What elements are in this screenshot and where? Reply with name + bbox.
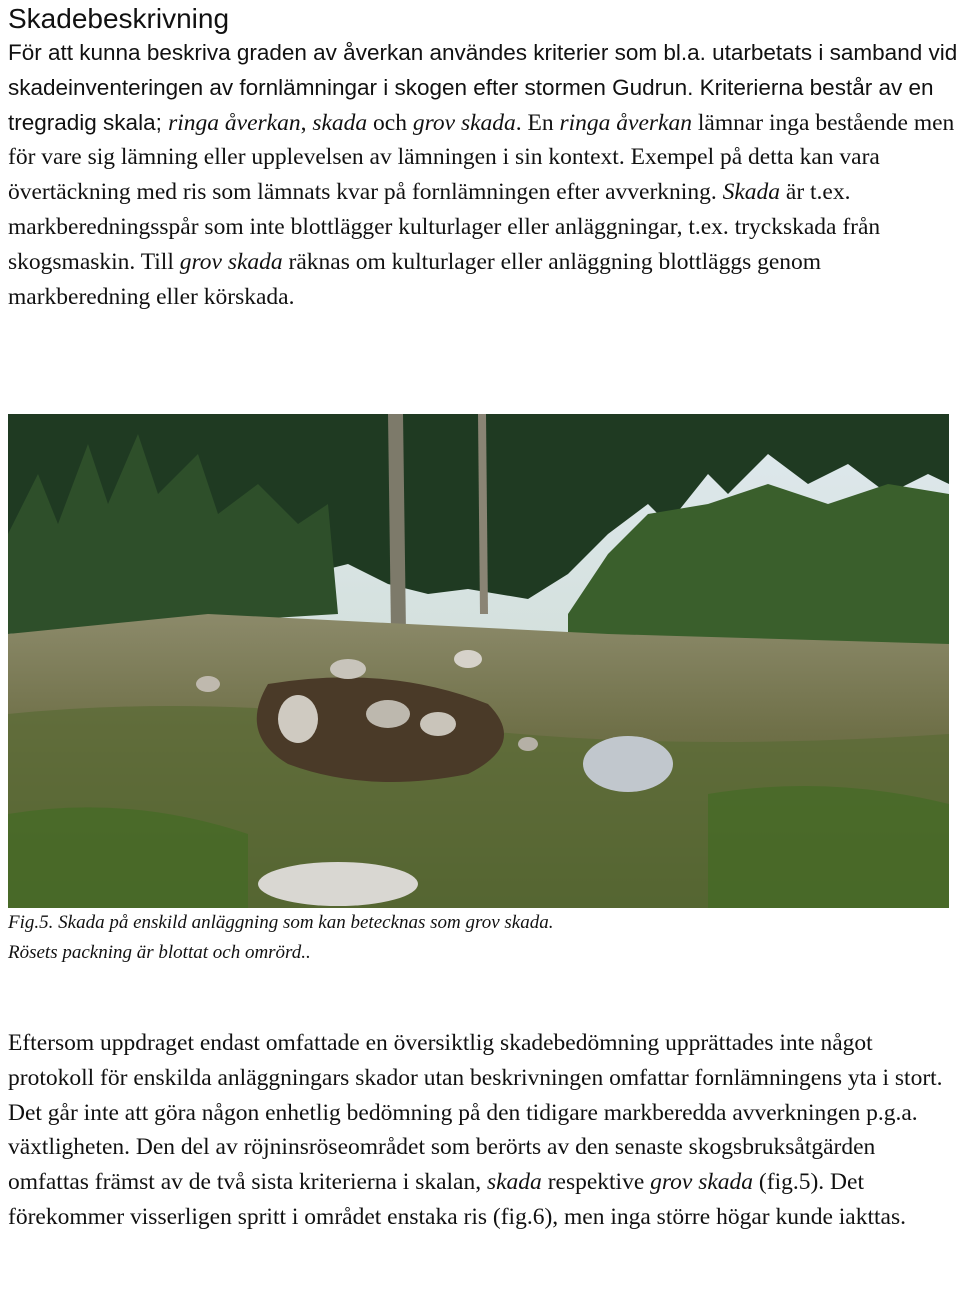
term-grov-skada: grov skada — [412, 109, 516, 136]
term-ringa-averkan: ringa åverkan — [559, 109, 692, 136]
text-run: är t.ex. markberedningsspår som inte blottlägger kulturlager eller anläggningar, t.ex. tryckskada från skogsmaskin. Till — [8, 179, 881, 275]
text-run: (fig.5). Det förekommer visserligen spritt i området enstaka ris (fig.6), men inga större högar kunde iakttas. — [8, 1169, 906, 1230]
term-skada: Skada — [722, 179, 781, 206]
text-run: . En — [515, 109, 560, 136]
term-grov-skada: grov skada — [650, 1169, 754, 1196]
paragraph-assessment — [8, 1026, 953, 1235]
text-run: och — [367, 109, 413, 136]
paragraph-text — [8, 1026, 953, 1235]
term-skada: skada — [486, 1169, 542, 1196]
text-run: respektive — [541, 1169, 651, 1196]
caption-line-1: Fig.5. Skada på enskild anläggning som kan betecknas som grov skada. — [8, 912, 554, 933]
section-heading: Skadebeskrivning — [8, 3, 230, 34]
term-grov-skada: grov skada — [179, 248, 283, 275]
forest-clearing-photo — [8, 414, 949, 908]
text-run: räknas om kulturlager eller anläggning blottläggs genom markberedning eller körskada. — [8, 248, 822, 310]
text-run: Eftersom uppdraget endast omfattade en översiktlig skadebedömning upprättades inte något protokoll för enskilda anläggningars skador utan beskrivningen omfattar fornlämningens yta i stort. Det går inte att göra någon enhetlig bedömning på den tidigare markberedda avverkningen p.g.a. växtligheten. Den del av röjninsröseområdet som berörts av den senaste skogsbruksåtgärden omfattas främst av de två sista kriterierna i skalan, — [8, 1030, 943, 1196]
paragraph-damage-criteria — [8, 36, 958, 314]
term-skada: skada — [312, 109, 368, 136]
document-page — [8, 0, 958, 314]
caption-line-2: Rösets packning är blottat och omrörd.. — [8, 942, 311, 963]
text-run: , — [300, 109, 313, 136]
text-run: För att kunna beskriva graden av åverkan användes kriterier som bl.a. utarbetats i samband vid skadeinventeringen av fornlämningar i skogen efter stormen Gudrun. Kriterierna består av en tregradig skala; — [8, 40, 958, 135]
term-ringa-averkan: ringa åverkan — [168, 109, 301, 136]
figure-caption — [8, 908, 948, 968]
text-run: lämnar inga bestående men för vare sig lämning eller upplevelsen av lämningen i sin kontext. Exempel på detta kan vara övertäckning med ris som lämnats kvar på fornlämningen efter avverkning. — [8, 109, 955, 206]
